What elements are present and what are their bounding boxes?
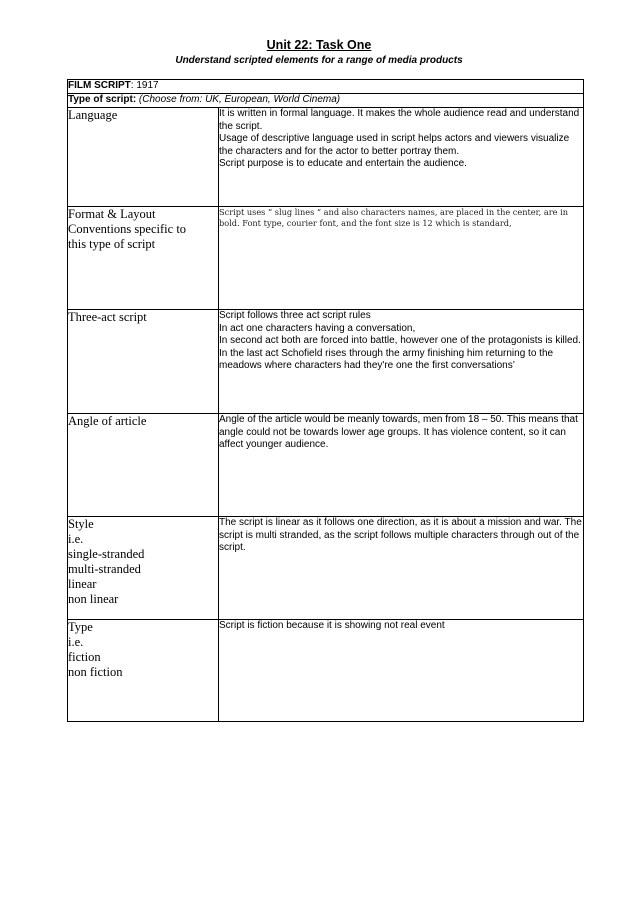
table-row bbox=[68, 517, 584, 620]
row-label-line: Conventions specific to bbox=[68, 222, 187, 236]
answer-line: Script is fiction because it is showing not real event bbox=[219, 620, 445, 631]
answer-line: In the last act Schofield rises through the army finishing him returning to the meadows where characters had they're one the first conversations’ bbox=[219, 347, 554, 372]
table-row bbox=[68, 310, 584, 414]
row-label-line: Type bbox=[68, 620, 93, 634]
film-script-label: FILM SCRIPT bbox=[68, 80, 131, 91]
row-label-line: i.e. bbox=[68, 532, 84, 546]
row-label-line: multi-stranded bbox=[68, 562, 141, 576]
type-of-script-label: Type of script: bbox=[68, 94, 137, 105]
row-label-cell bbox=[68, 620, 219, 722]
row-label-line: Format & Layout bbox=[68, 207, 156, 221]
row-label-line: Angle of article bbox=[68, 414, 147, 428]
row-label-cell bbox=[68, 414, 219, 517]
row-label-line: linear bbox=[68, 577, 97, 591]
answer-line: Angle of the article would be meanly towards, men from 18 – 50. This means that angle could not be towards lower age groups. It has violence content, so it can affect younger audience. bbox=[219, 414, 578, 451]
answer-line: Script uses “ slug lines “ and also characters names, are placed in the center, are in bold. Font type, courier font, and the font size is 12 which is standard, bbox=[219, 207, 568, 228]
film-script-row bbox=[68, 80, 584, 94]
table-row bbox=[68, 414, 584, 517]
table-row bbox=[68, 207, 584, 310]
row-answer-cell bbox=[219, 207, 584, 310]
document-title: Unit 22: Task One bbox=[266, 38, 372, 52]
type-of-script-hint: (Choose from: UK, European, World Cinema) bbox=[136, 94, 341, 105]
answer-line: It is written in formal language. It makes the whole audience read and understand the script. bbox=[219, 108, 580, 132]
row-label-line: non linear bbox=[68, 592, 119, 606]
row-answer-cell bbox=[219, 620, 584, 722]
row-label-cell bbox=[68, 108, 219, 207]
row-label-line: fiction bbox=[68, 650, 101, 664]
table-row bbox=[68, 108, 584, 207]
row-answer-cell bbox=[219, 517, 584, 620]
answer-line: In act one characters having a conversation, bbox=[219, 322, 416, 334]
row-label-line: i.e. bbox=[68, 635, 84, 649]
row-label-line: non fiction bbox=[68, 665, 123, 679]
row-answer-cell bbox=[219, 414, 584, 517]
script-analysis-table bbox=[67, 79, 584, 722]
row-answer-cell bbox=[219, 108, 584, 207]
row-label-cell bbox=[68, 207, 219, 310]
row-label-cell bbox=[68, 310, 219, 414]
type-of-script-row bbox=[68, 94, 584, 108]
table-row bbox=[68, 620, 584, 722]
answer-line: Script purpose is to educate and entertain the audience. bbox=[219, 158, 467, 170]
row-answer-cell bbox=[219, 310, 584, 414]
row-label-cell bbox=[68, 517, 219, 620]
row-label-line: Style bbox=[68, 517, 94, 531]
row-label-line: Language bbox=[68, 108, 118, 122]
document-subtitle: Understand scripted elements for a range of media products bbox=[175, 55, 463, 66]
answer-line: In second act both are forced into battle, however one of the protagonists is killed. bbox=[219, 335, 581, 347]
answer-line: The script is linear as it follows one direction, as it is about a mission and war. The script is multi stranded, as the script follows multiple characters through out of the script. bbox=[219, 517, 582, 554]
answer-line: Usage of descriptive language used in script helps actors and viewers visualize the characters and for the actor to better portray them. bbox=[219, 133, 570, 157]
row-label-line: single-stranded bbox=[68, 547, 145, 561]
row-label-line: Three-act script bbox=[68, 310, 147, 324]
answer-line: Script follows three act script rules bbox=[219, 310, 371, 321]
row-label-line: this type of script bbox=[68, 237, 156, 251]
type-of-script-cell bbox=[68, 94, 584, 108]
film-script-cell bbox=[68, 80, 584, 94]
film-script-value: : 1917 bbox=[130, 80, 159, 91]
